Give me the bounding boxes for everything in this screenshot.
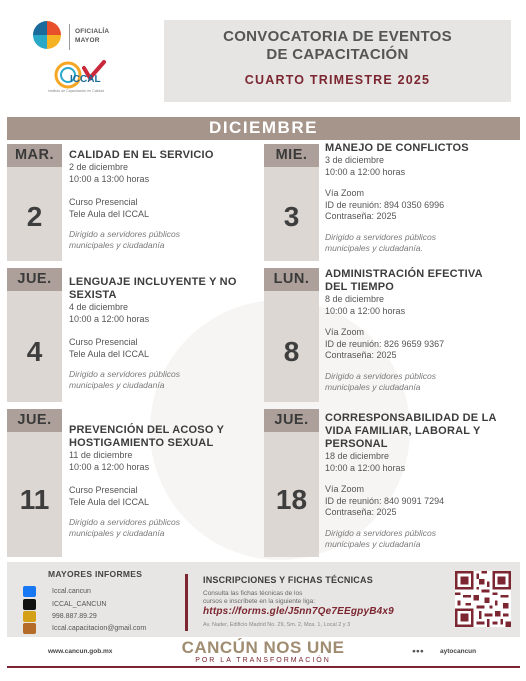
- social-icons: ●●●: [412, 648, 424, 655]
- event-meeting-id: ID de reunión: 894 0350 6996: [325, 199, 445, 210]
- event-title: ADMINISTRACIÓN EFECTIVA: [325, 268, 483, 280]
- event-password: Contraseña: 2025: [325, 507, 397, 517]
- event-date: 4 de diciembre: [69, 302, 129, 312]
- event-date: 11 de diciembre: [69, 450, 133, 460]
- event-meeting-id: ID de reunión: 840 9091 7294: [325, 495, 445, 506]
- event-title: CORRESPONSABILIDAD DE LA: [325, 412, 497, 424]
- phone-number[interactable]: 998.887.89.29: [52, 613, 97, 620]
- org-name-line2: MAYOR: [75, 37, 100, 44]
- event-audience: Dirigido a servidores públicos: [325, 370, 437, 381]
- day-number: 11: [19, 484, 50, 515]
- event-card: [69, 424, 259, 539]
- logo-divider: [69, 24, 70, 50]
- day-number: 2: [26, 201, 43, 232]
- x-icon: [23, 599, 36, 610]
- month-label: DICIEMBRE: [209, 118, 318, 137]
- event-location: Tele Aula del ICCAL: [69, 496, 150, 507]
- x-handle[interactable]: ICCAL_CANCUN: [52, 601, 107, 608]
- event-card: [325, 412, 520, 550]
- event-card: [325, 142, 520, 254]
- event-modality: Curso Presencial: [69, 337, 138, 347]
- email-address[interactable]: Iccal.capacitacion@gmail.com: [52, 625, 147, 632]
- event-audience: Dirigido a servidores públicos: [325, 231, 437, 242]
- org-name: [75, 27, 109, 45]
- cancun-logo-icon: [33, 21, 61, 49]
- event-modality: Vía Zoom: [325, 484, 365, 494]
- iccal-logo-icon: [54, 60, 108, 90]
- iccal-logo-text: ICCAL: [70, 74, 101, 85]
- registration-title: INSCRIPCIONES Y FICHAS TÉCNICAS: [203, 575, 373, 585]
- registration-divider: [185, 574, 188, 631]
- page-subtitle: CUARTO TRIMESTRE 2025: [244, 73, 431, 87]
- registration-link[interactable]: https://forms.gle/J5nn7Qe7EEgpyB4x9: [203, 606, 394, 617]
- event-modality: Curso Presencial: [69, 197, 138, 207]
- registration-description-line2: cursos e inscríbete en la siguiente liga:: [203, 598, 316, 605]
- event-date: 2 de diciembre: [69, 162, 129, 172]
- page-title-line1: CONVOCATORIA DE EVENTOS: [223, 28, 452, 45]
- event-title: SEXISTA: [69, 289, 117, 301]
- event-title: PREVENCIÓN DEL ACOSO Y: [69, 424, 225, 436]
- event-password: Contraseña: 2025: [325, 350, 397, 360]
- bottom-rule: [7, 666, 520, 668]
- event-time: 10:00 a 12:00 horas: [325, 166, 406, 177]
- address: Av. Nader, Edificio Madrid No. 29, Sm. 2, Mza. 1, Local 2 y 3: [203, 622, 351, 628]
- social-handle[interactable]: aytocancun: [440, 648, 477, 655]
- event-modality: Vía Zoom: [325, 188, 365, 198]
- event-audience: Dirigido a servidores públicos: [69, 229, 181, 239]
- day-number: 4: [26, 336, 43, 367]
- event-modality: Curso Presencial: [69, 485, 138, 495]
- day-name: MIE.: [275, 147, 308, 163]
- event-title: DEL TIEMPO: [325, 281, 395, 293]
- event-time: 10:00 a 13:00 horas: [69, 173, 150, 184]
- event-time: 10:00 a 12:00 horas: [325, 305, 406, 316]
- event-title: LENGUAJE INCLUYENTE Y NO: [69, 276, 237, 288]
- event-location: Tele Aula del ICCAL: [69, 348, 150, 359]
- registration-description: [203, 590, 403, 606]
- slogan-subtitle: POR LA TRANSFORMACIÓN: [195, 657, 331, 664]
- email-icon: [23, 623, 36, 634]
- day-name: JUE.: [17, 271, 52, 287]
- event-title: CALIDAD EN EL SERVICIO: [69, 149, 214, 161]
- event-audience: Dirigido a servidores públicos: [69, 369, 181, 379]
- event-title: MANEJO DE CONFLICTOS: [325, 142, 469, 154]
- day-number: 3: [283, 201, 300, 232]
- event-title: HOSTIGAMIENTO SEXUAL: [69, 437, 214, 449]
- event-modality: Vía Zoom: [325, 327, 365, 337]
- event-audience: Dirigido a servidores públicos: [325, 527, 437, 538]
- info-title: MAYORES INFORMES: [48, 569, 143, 579]
- iccal-tagline: Instituto de Capacitación en Calidad: [48, 89, 105, 93]
- facebook-icon: [23, 586, 36, 597]
- event-date: 3 de diciembre: [325, 155, 385, 165]
- event-location: Tele Aula del ICCAL: [69, 208, 150, 219]
- phone-icon: [23, 611, 36, 622]
- event-title: PERSONAL: [325, 438, 388, 450]
- day-name: MAR.: [14, 147, 55, 163]
- event-date: 18 de diciembre: [325, 451, 390, 461]
- slogan: CANCÚN NOS UNE: [181, 638, 345, 657]
- day-name: JUE.: [274, 412, 309, 428]
- event-card: [69, 149, 259, 251]
- event-date: 8 de diciembre: [325, 294, 385, 304]
- event-title: VIDA FAMILIAR, LABORAL Y: [325, 425, 481, 437]
- event-audience: municipales y ciudadanía: [325, 538, 421, 549]
- event-card: [69, 276, 259, 391]
- page-title: [164, 28, 511, 64]
- website-link[interactable]: www.cancun.gob.mx: [48, 648, 113, 655]
- facebook-handle[interactable]: Iccal.cancun: [52, 588, 91, 595]
- event-audience: municipales y ciudadanía: [69, 240, 165, 250]
- event-audience: municipales y ciudadanía: [325, 381, 421, 392]
- event-audience: municipales y ciudadanía: [69, 528, 165, 538]
- event-meeting-id: ID de reunión: 826 9659 9367: [325, 338, 445, 349]
- event-audience: municipales y ciudadanía: [69, 380, 165, 390]
- event-card: [325, 268, 520, 393]
- event-time: 10:00 a 12:00 horas: [69, 313, 150, 324]
- org-name-line1: OFICIALÍA: [75, 28, 110, 35]
- event-time: 10:00 a 12:00 horas: [325, 462, 406, 473]
- registration-description-line1: Consulta las fichas técnicas de los: [203, 590, 303, 597]
- qr-code-icon[interactable]: [455, 571, 511, 627]
- day-number: 8: [283, 336, 300, 367]
- day-number: 18: [275, 484, 308, 515]
- day-name: JUE.: [17, 412, 52, 428]
- day-name: LUN.: [273, 271, 310, 287]
- event-audience: Dirigido a servidores públicos: [69, 517, 181, 527]
- page-title-line2: DE CAPACITACIÓN: [266, 46, 409, 63]
- event-password: Contraseña: 2025: [325, 211, 397, 221]
- event-time: 10:00 a 12:00 horas: [69, 461, 150, 472]
- event-audience: municipales y ciudadanía.: [325, 242, 423, 253]
